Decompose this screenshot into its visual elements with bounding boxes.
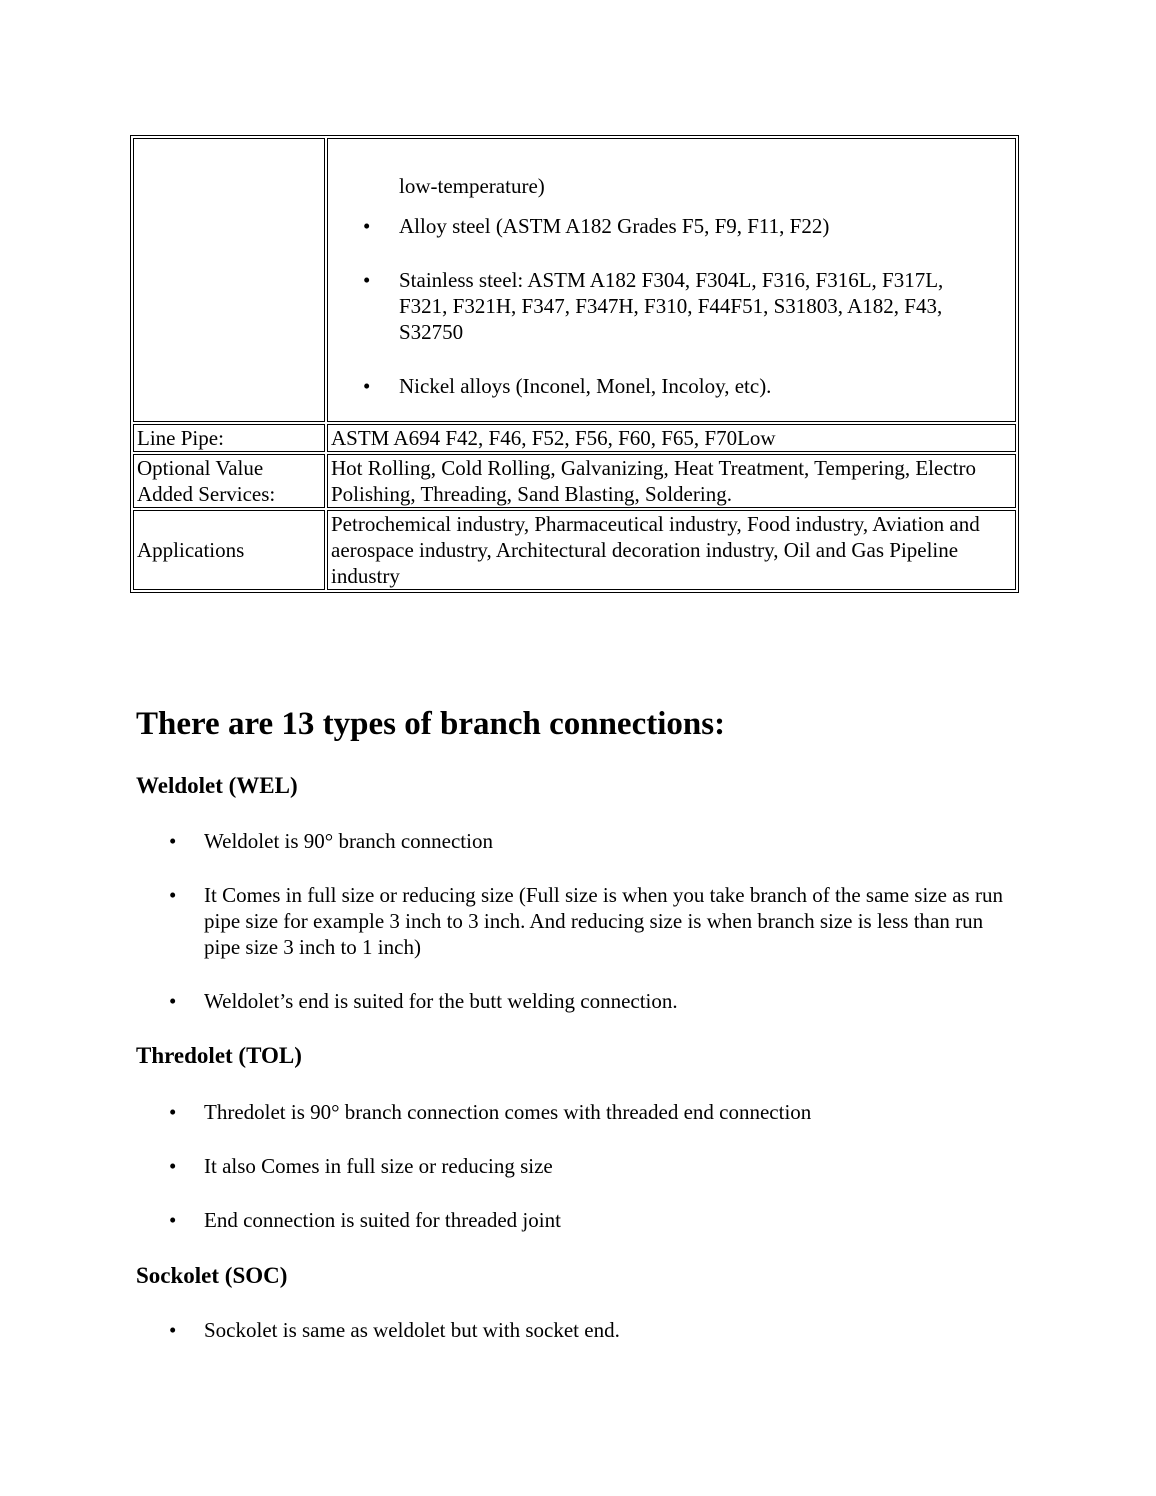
bullet-icon: •: [169, 1154, 177, 1178]
table-row: [133, 424, 1016, 452]
list-item-text: It Comes in full size or reducing size (Full size is when you take branch of the same size as run pipe size for example 3 inch to 3 inch. And reducing size is when branch size is less than run pipe size 3 inch to 1 inch): [204, 883, 1003, 959]
section-heading: Weldolet (WEL): [136, 773, 298, 798]
section-list: [169, 828, 1014, 1042]
list-item-text: End connection is suited for threaded joint: [204, 1208, 561, 1232]
list-item: [169, 1317, 1014, 1343]
bullet-icon: •: [363, 374, 371, 398]
list-item-text: It also Comes in full size or reducing size: [204, 1154, 553, 1178]
bullet-icon: •: [169, 829, 177, 853]
bullet-icon: •: [169, 883, 177, 907]
main-heading: There are 13 types of branch connections:: [136, 706, 726, 742]
bullet-icon: •: [169, 1208, 177, 1232]
section-heading: Thredolet (TOL): [136, 1043, 302, 1068]
list-item: [363, 373, 1012, 399]
row-label: Applications: [133, 510, 325, 590]
spec-table: [130, 135, 1019, 593]
row-value: Hot Rolling, Cold Rolling, Galvanizing, Heat Treatment, Tempering, Electro Polishing, Threading, Sand Blasting, Soldering.: [327, 454, 1016, 508]
bullet-icon: •: [169, 989, 177, 1013]
section-heading: Sockolet (SOC): [136, 1263, 288, 1288]
row-value: Petrochemical industry, Pharmaceutical industry, Food industry, Aviation and aerospace industry, Architectural decoration industry, Oil and Gas Pipeline industry: [327, 510, 1016, 590]
list-item: [169, 1153, 1014, 1179]
materials-list: [331, 213, 1012, 399]
list-item: [169, 988, 1014, 1014]
section-list: [169, 1317, 1014, 1371]
section-list: [169, 1099, 1014, 1261]
list-item: [169, 1099, 1014, 1125]
list-item-text: Weldolet is 90° branch connection: [204, 829, 493, 853]
list-item: [169, 882, 1014, 960]
list-item-text: Weldolet’s end is suited for the butt welding connection.: [204, 989, 678, 1013]
list-item-text: Nickel alloys (Inconel, Monel, Incoloy, etc).: [399, 374, 772, 398]
list-item: [363, 213, 1012, 239]
list-item-text: Thredolet is 90° branch connection comes with threaded end connection: [204, 1100, 812, 1124]
table-row: [133, 454, 1016, 508]
table-row: [133, 138, 1016, 422]
list-item-text: Sockolet is same as weldolet but with socket end.: [204, 1318, 620, 1342]
bullet-icon: •: [363, 268, 371, 292]
list-item: [169, 828, 1014, 854]
list-item-text: Stainless steel: ASTM A182 F304, F304L, F316, F316L, F317L, F321, F321H, F347, F347H, F310, F44F51, S31803, A182, F43, S32750: [399, 268, 944, 344]
row-value: ASTM A694 F42, F46, F52, F56, F60, F65, F70Low: [327, 424, 1016, 452]
bullet-icon: •: [363, 214, 371, 238]
table-row: [133, 510, 1016, 590]
list-item-text: Alloy steel (ASTM A182 Grades F5, F9, F11, F22): [399, 214, 830, 238]
row-label: Line Pipe:: [133, 424, 325, 452]
bullet-icon: •: [169, 1318, 177, 1342]
materials-continued: low-temperature): [399, 174, 545, 198]
materials-cell: [327, 138, 1016, 422]
list-item: [363, 267, 1012, 345]
list-item: [169, 1207, 1014, 1233]
table-cell-empty: [133, 138, 325, 422]
row-label: Optional Value Added Services:: [133, 454, 325, 508]
bullet-icon: •: [169, 1100, 177, 1124]
